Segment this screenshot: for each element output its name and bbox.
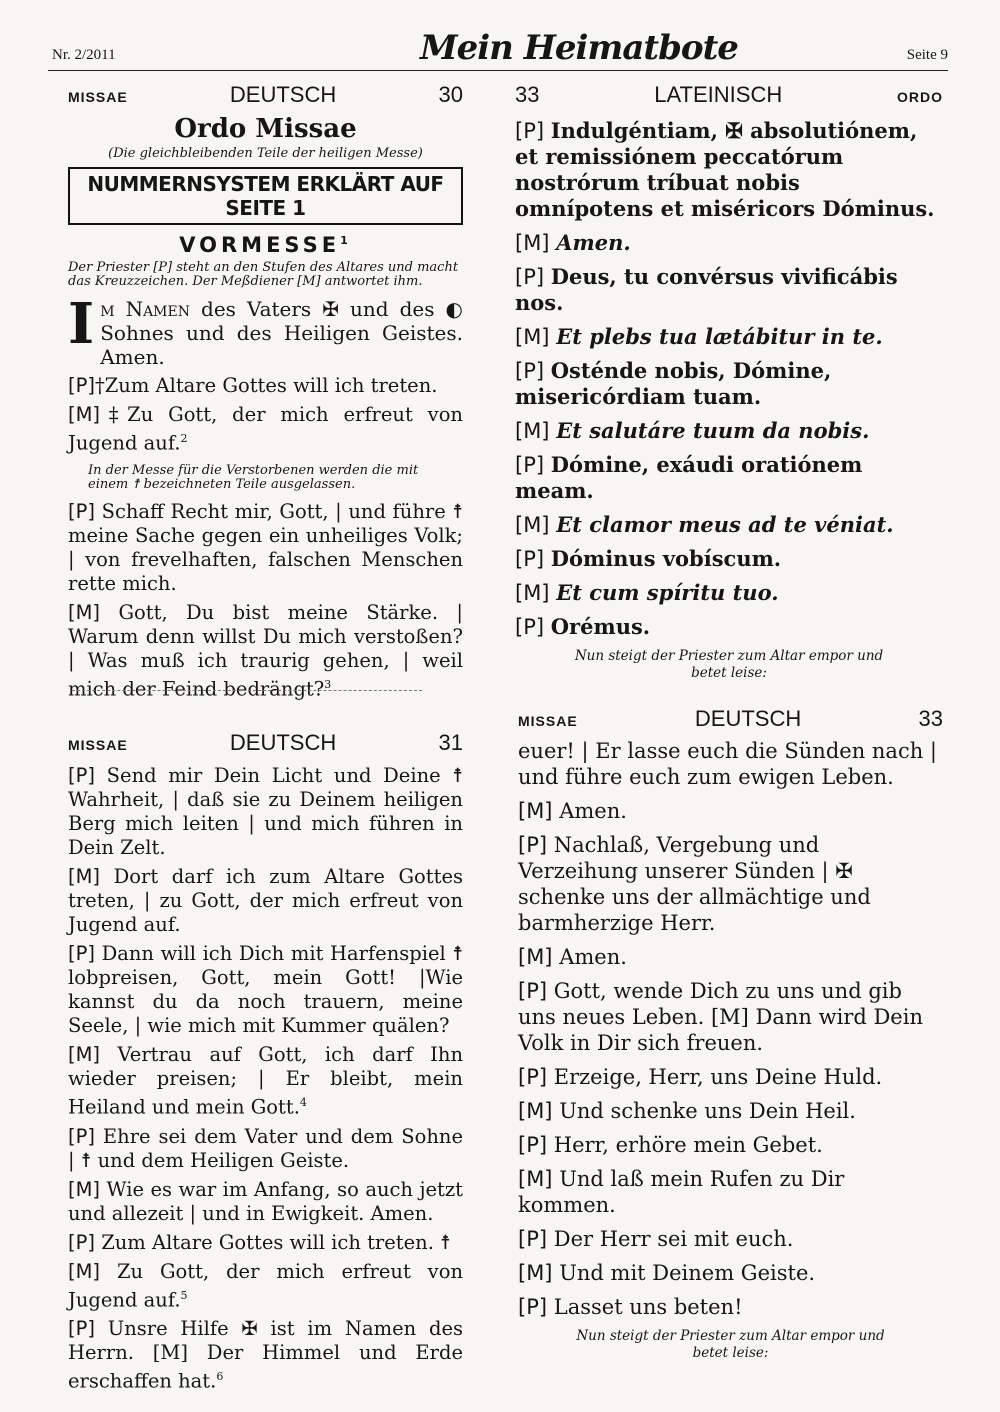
prayer-line (68, 1178, 463, 1226)
prayer-line (518, 1098, 943, 1124)
prayer-text: Indulgéntiam, ✠ absolutiónem, et remissiónem peccatórum nostrórum tríbuat nobis omnípotens et miséricors Dóminus. (515, 118, 935, 221)
footnote-marker: 2 (180, 432, 188, 445)
prayer-line (515, 324, 943, 350)
speaker-tag: [M] (68, 1177, 101, 1201)
prayer-text: Et plebs tua lætábitur in te. (556, 324, 883, 349)
small-caps-text: m Namen (100, 297, 190, 321)
speaker-tag: [M] (68, 1259, 101, 1283)
prayer-text: Nachlaß, Vergebung und Verzeihung unserer Sünden | ✠ schenke uns der allmächtige und barmherzige Herr. (518, 833, 871, 935)
speaker-tag: [P] (518, 1295, 548, 1319)
speaker-tag: [P] (515, 119, 545, 143)
footnote-marker: 4 (299, 1096, 307, 1109)
prayer-in-nomine (68, 291, 464, 369)
prayer-text: Ehre sei dem Vater und dem Sohne | ☨ und dem Heiligen Geiste. (68, 1124, 463, 1172)
prayer-line (515, 546, 943, 572)
prayer-line (515, 230, 943, 256)
prayer-line (515, 264, 943, 316)
speaker-tag: [M] (518, 1099, 553, 1123)
column-header (68, 730, 463, 756)
ordo-subtitle: (Die gleichbleibenden Teile der heiligen Messe) (108, 146, 423, 161)
prayer-text: Wie es war im Anfang, so auch jetzt und allezeit | und in Ewigkeit. Amen. (68, 1177, 464, 1225)
speaker-tag: [P] (518, 979, 548, 1003)
rubric: Nun steigt der Priester zum Altar empor und betet leise: (576, 1328, 885, 1361)
label-missae: MISSAE (68, 737, 128, 753)
prayer-line (68, 942, 463, 1038)
speaker-tag: [M] (518, 1167, 553, 1191)
prayer-text: Et salutáre tuum da nobis. (556, 418, 870, 443)
prayer-text: Dóminus vobíscum. (550, 546, 782, 571)
speaker-tag: [P] (68, 374, 95, 397)
label-deutsch: DEUTSCH (229, 82, 337, 107)
prayer-text: Deus, tu convérsus vivificábis nos. (515, 264, 898, 315)
prayer-line (515, 512, 943, 538)
speaker-tag: [P] (515, 547, 545, 571)
section-number: 33 (515, 82, 540, 107)
prayer-text: Et clamor meus ad te véniat. (556, 512, 894, 537)
prayer-text: Send mir Dein Licht und Deine ☨ Wahrheit, | daß sie zu Deinem heiligen Berg mich leiten | und mich führen in Dein Zelt. (68, 764, 463, 859)
footnote-marker: 6 (216, 1370, 224, 1383)
speaker-tag: [M] (515, 513, 550, 537)
speaker-tag: [M] (68, 600, 101, 624)
prayer-text: Und mit Deinem Geiste. (559, 1261, 816, 1285)
label-lateinisch: LATEINISCH (654, 82, 783, 107)
prayer-line (68, 601, 463, 702)
label-deutsch: DEUTSCH (229, 730, 337, 755)
prayer-line (518, 1064, 943, 1090)
prayer-text: Erzeige, Herr, uns Deine Huld. (553, 1065, 883, 1089)
prayer-line (68, 764, 463, 860)
label-missae: MISSAE (68, 89, 128, 105)
label-missae: MISSAE (518, 713, 578, 729)
prayer-line (515, 118, 943, 222)
speaker-tag: [M] (515, 325, 550, 349)
footnote-marker: 5 (180, 1288, 188, 1302)
speaker-tag: [M] (515, 231, 550, 255)
prayer-line (518, 798, 943, 824)
prayer-text: Lasset uns beten! (553, 1295, 743, 1319)
prayer-text: Zum Altare Gottes will ich treten. ☨ (101, 1230, 451, 1254)
speaker-tag: [P] (68, 1124, 95, 1148)
prayer-line (68, 500, 463, 596)
numbering-note-box: NUMMERNSYSTEM ERKLÄRT AUF SEITE 1 (68, 167, 463, 225)
prayer-text: Gott, Du bist meine Stärke. | Warum denn willst Du mich verstoßen? | Was muß ich traurig gehen, | weil mich der Feind bedrängt? (68, 600, 463, 700)
prayer-line (518, 1166, 943, 1218)
speaker-tag: [M] (515, 581, 550, 605)
speaker-tag: [P] (68, 499, 95, 523)
speaker-tag: [P] (68, 1230, 95, 1254)
prayer-text: Osténde nobis, Dómine, misericórdiam tuam. (515, 358, 832, 409)
speaker-tag: [M] (68, 865, 101, 888)
rubric: In der Messe für die Verstorbenen werden die mit einem ☨ bezeichneten Teile ausgelassen. (88, 462, 419, 492)
prayer-text: Et cum spíritu tuo. (556, 580, 779, 605)
prayer-text: Herr, erhöre mein Gebet. (553, 1133, 823, 1157)
speaker-tag: [M] (518, 799, 553, 823)
prayer-text: †Zum Altare Gottes will ich treten. (94, 374, 438, 397)
speaker-tag: [P] (518, 1227, 548, 1251)
prayer-line (68, 374, 463, 398)
speaker-tag: [P] (68, 764, 95, 787)
label-ordo: ORDO (897, 89, 943, 105)
prayer-text: Und laß mein Rufen zu Dir kommen. (518, 1167, 845, 1217)
speaker-tag: [P] (515, 615, 545, 639)
page-number: Seite 9 (906, 47, 948, 63)
speaker-tag: [M] (68, 1043, 101, 1066)
prayer-text: ‡Zu Gott, der mich erfreut von Jugend auf. (68, 403, 463, 455)
prayer-text: Unsre Hilfe ✠ ist im Namen des Herrn. [M] Der Himmel und Erde erschaffen hat. (68, 1317, 463, 1393)
prayer-text: Der Herr sei mit euch. (553, 1227, 794, 1251)
speaker-tag: [M] (518, 945, 553, 969)
speaker-tag: [P] (518, 1133, 548, 1157)
prayer-line (515, 452, 943, 504)
ordo-title: Ordo Missae (174, 114, 357, 144)
speaker-tag: [P] (515, 359, 545, 383)
section-heading-text: VORMESSE (179, 233, 341, 257)
column-deutsch-30 (68, 82, 463, 706)
prayer-text: Orémus. (550, 614, 651, 639)
prayer-line (68, 1125, 463, 1173)
prayer-line (68, 403, 463, 456)
rubric: Nun steigt der Priester zum Altar empor und betet leise: (574, 648, 884, 681)
section-heading (68, 233, 463, 257)
prayer-line (515, 418, 943, 444)
prayer-text: Amen. (559, 945, 627, 969)
prayer-text: Dort darf ich zum Altare Gottes treten, | zu Gott, der mich erfreut von Jugend auf. (68, 865, 463, 936)
prayer-text: Dann will ich Dich mit Harfenspiel ☨ lobpreisen, Gott, mein Gott! |Wie kannst du da noch trauern, meine Seele, | wie mich mit Kummer quälen? (68, 942, 464, 1037)
prayer-text: Gott, wende Dich zu uns und gib uns neues Leben. [M] Dann wird Dein Volk in Dir sich freuen. (518, 979, 923, 1055)
rubric: Der Priester [P] steht an den Stufen des Altares und macht das Kreuzzeichen. Der Meßdiener [M] antwortet ihm. (68, 260, 459, 289)
section-number: 31 (438, 730, 463, 755)
prayer-line (518, 1226, 943, 1252)
footnote-marker: 1 (340, 234, 352, 247)
prayer-text: Und schenke uns Dein Heil. (559, 1099, 856, 1123)
prayer-line (515, 580, 943, 606)
speaker-tag: [P] (518, 833, 548, 857)
prayer-text: Vertrau auf Gott, ich darf Ihn wieder preisen; | Er bleibt, mein Heiland und mein Gott. (68, 1043, 463, 1119)
prayer-line (518, 944, 943, 970)
prayer-line (515, 358, 943, 410)
prayer-line (68, 1043, 463, 1120)
column-lateinisch-33 (515, 82, 943, 686)
speaker-tag: [M] (68, 403, 101, 426)
speaker-tag: [P] (68, 942, 95, 965)
prayer-text: des Vaters ✠ und des ◐ Sohnes und des Heiligen Geistes. Amen. (100, 297, 464, 369)
prayer-line (518, 1294, 943, 1320)
section-divider (72, 690, 422, 691)
prayer-line (518, 832, 943, 936)
prayer-line (68, 1231, 463, 1255)
prayer-text: Amen. (556, 230, 631, 255)
section-number: 33 (918, 706, 943, 731)
speaker-tag: [P] (515, 265, 545, 289)
column-deutsch-31 (68, 730, 463, 1399)
column-header (68, 82, 463, 108)
speaker-tag: [P] (515, 453, 545, 477)
prayer-continuation: euer! | Er lasse euch die Sünden nach | und führe euch zum ewigen Leben. (518, 739, 937, 789)
footnote-marker: 3 (324, 677, 332, 691)
drop-cap: I (68, 291, 95, 357)
prayer-line (68, 1317, 463, 1394)
column-deutsch-33 (518, 706, 943, 1366)
prayer-text: Schaff Recht mir, Gott, | und führe ☨ meine Sache gegen ein unheiliges Volk; | von frevelhaften, falschen Menschen rette mich. (68, 499, 463, 595)
column-header (518, 706, 943, 732)
speaker-tag: [P] (68, 1317, 95, 1340)
column-header (515, 82, 943, 108)
label-deutsch: DEUTSCH (694, 706, 802, 731)
speaker-tag: [M] (518, 1261, 553, 1285)
prayer-line (68, 865, 463, 937)
prayer-text: Dómine, exáudi oratiónem meam. (515, 452, 863, 503)
prayer-line (518, 1132, 943, 1158)
prayer-line (68, 1260, 463, 1313)
prayer-text: Zu Gott, der mich erfreut von Jugend auf. (68, 1259, 464, 1311)
speaker-tag: [P] (518, 1065, 548, 1089)
prayer-line (518, 978, 943, 1056)
masthead-logo: Mein Heimatbote (420, 28, 738, 68)
issue-number: Nr. 2/2011 (52, 47, 116, 63)
speaker-tag: [M] (515, 419, 550, 443)
header-rule (48, 70, 948, 71)
section-number: 30 (438, 82, 463, 107)
prayer-text: Amen. (559, 799, 627, 823)
prayer-line (515, 614, 943, 640)
prayer-line (518, 1260, 943, 1286)
